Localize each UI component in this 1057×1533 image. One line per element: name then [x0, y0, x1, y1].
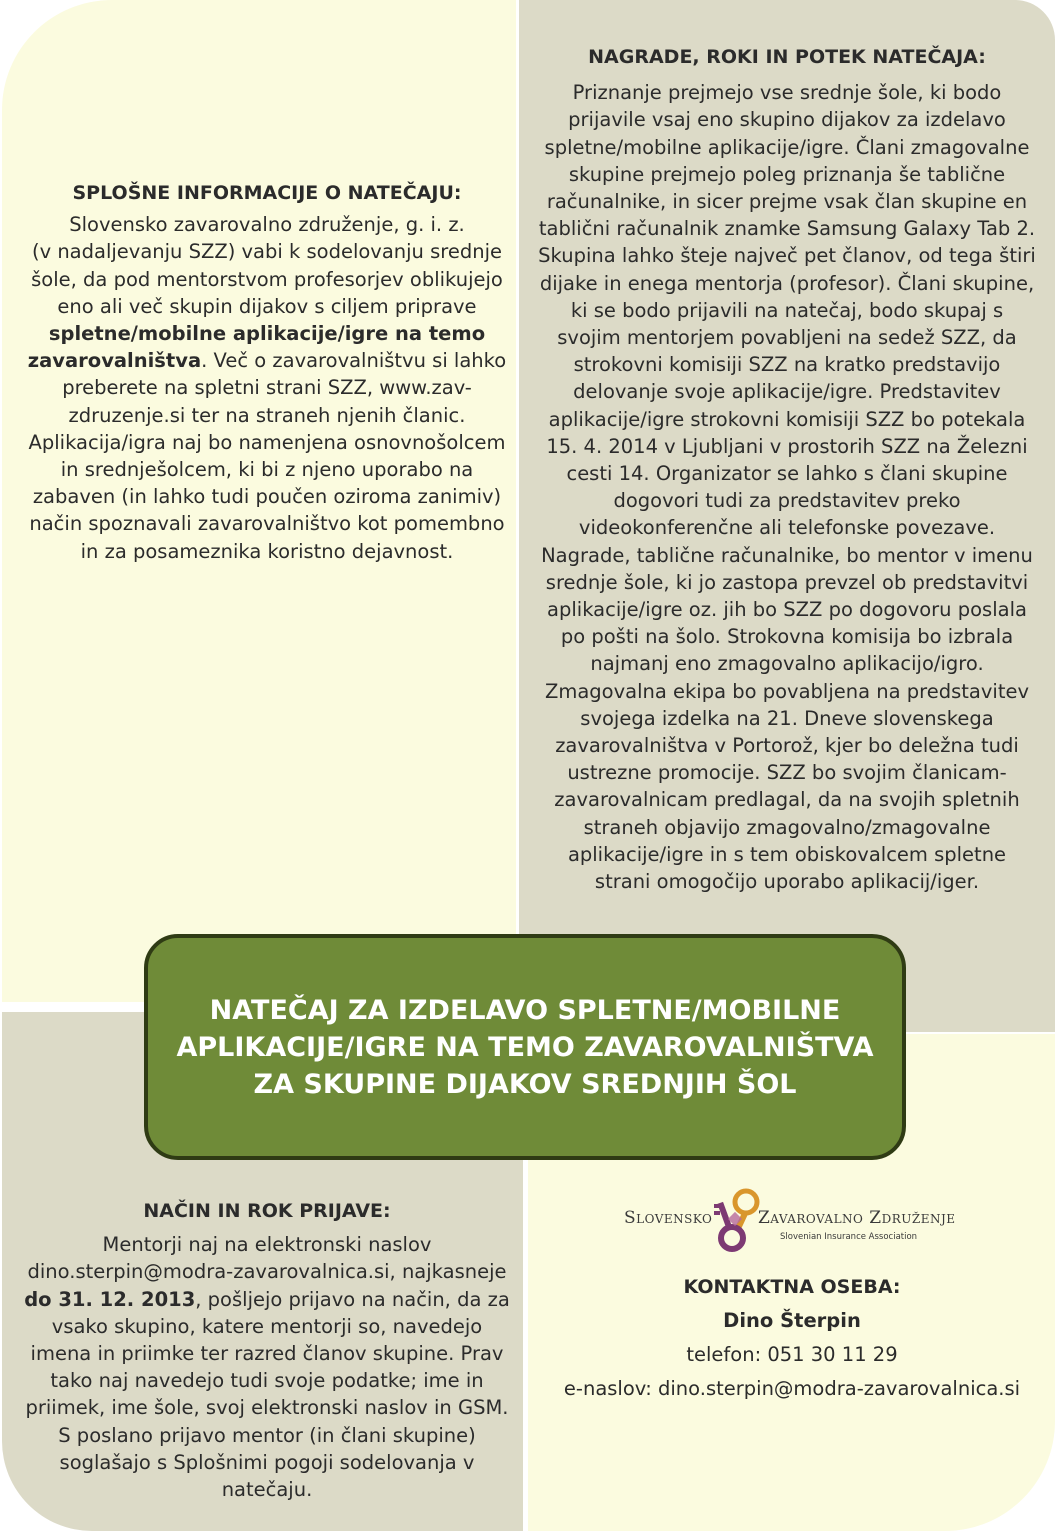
text-line: srednje šole, ki jo zastopa prevzel ob predstavitvi: [545, 570, 1029, 594]
text-line: Skupina lahko šteje največ pet članov, od tega štiri: [538, 244, 1036, 268]
text-line: zavarovalnicam predlagal, da na svojih spletnih: [554, 788, 1020, 812]
text-line: skupine prejmejo poleg priznanja še tablične: [568, 162, 1006, 186]
contact-name: Dino Šterpin: [723, 1309, 861, 1332]
logo-subtitle: Slovenian Insurance Association: [780, 1232, 918, 1242]
text-line: svojega izdelka na 21. Dneve slovenskega: [580, 706, 994, 730]
text-line: ki se bodo prijavili na natečaj, bodo skupaj s: [570, 298, 1004, 322]
general-info-text: [12, 211, 522, 565]
text-line: aplikacije/igre strokovni komisiji SZZ bo potekala: [548, 407, 1026, 431]
text-line: ustrezne promocije. SZZ bo svojim članicam-: [567, 761, 1007, 785]
contact-section: [532, 1276, 1052, 1400]
text-line: do 31. 12. 2013, pošljejo prijavo na način, da za: [24, 1287, 510, 1311]
logo-name-left: Slovensko: [624, 1208, 713, 1228]
logo-name-right: Zavarovalno Združenje: [758, 1208, 956, 1228]
text-line: 15. 4. 2014 v Ljubljani v prostorih SZZ na Železni: [546, 434, 1028, 458]
text-line: dijake in enega mentorja (profesor). Člani skupine,: [539, 271, 1035, 295]
text-line: tablični računalnik znamke Samsung Galaxy Tab 2.: [538, 217, 1036, 241]
awards-heading: NAGRADE, ROKI IN POTEK NATEČAJA:: [588, 46, 986, 68]
application-heading: NAČIN IN ROK PRIJAVE:: [143, 1200, 391, 1222]
text-line: dogovori tudi za predstavitev preko: [613, 489, 961, 513]
general-info-heading: SPLOŠNE INFORMACIJE O NATEČAJU:: [72, 182, 462, 204]
application-text: [12, 1231, 522, 1503]
text-line: zavarovalništva. Več o zavarovalništvu si lahko: [27, 349, 507, 373]
text-line: način spoznavali zavarovalništvo kot pomembno: [29, 512, 505, 536]
text-line: natečaju.: [221, 1478, 313, 1502]
contact-heading: KONTAKTNA OSEBA:: [683, 1276, 901, 1298]
text-line: in srednješolcem, ki bi z njeno uporabo na: [60, 458, 474, 482]
text-line: priimek, ime šole, svoj elektronski naslov in GSM.: [25, 1396, 509, 1420]
awards-text: [526, 79, 1048, 895]
text-line: straneh objavijo zmagovalno/zmagovalne: [583, 815, 991, 839]
contest-banner: [144, 934, 906, 1160]
text-line: eno ali več skupin dijakov s ciljem priprave: [57, 294, 477, 318]
text-line: strani omogočijo uporabo aplikacij/iger.: [594, 870, 980, 894]
text-line: S poslano prijavo mentor (in člani skupine): [58, 1423, 476, 1447]
keys-logo-icon: [706, 1186, 766, 1256]
awards-section: [526, 44, 1048, 895]
text-line: spletne/mobilne aplikacije/igre na temo: [48, 322, 486, 346]
text-line: vsako skupino, katere mentorji so, navedejo: [51, 1314, 483, 1338]
text-line: šole, da pod mentorstvom profesorjev oblikujejo: [31, 267, 503, 291]
text-line: cesti 14. Organizator se lahko s člani skupine: [566, 462, 1008, 486]
text-line: računalnike, in sicer prejme vsak član skupine en: [546, 190, 1028, 214]
text-line: videokonferenčne ali telefonske povezave.: [578, 516, 996, 540]
text-line: Slovensko zavarovalno združenje, g. i. z.: [69, 213, 465, 237]
text-line: Aplikacija/igra naj bo namenjena osnovnošolcem: [28, 430, 506, 454]
text-line: zdruzenje.si ter na straneh njenih članic.: [68, 403, 466, 427]
text-line: Priznanje prejmejo vse srednje šole, ki bodo: [572, 81, 1002, 105]
text-line: soglašajo s Splošnimi pogoji sodelovanja v: [59, 1450, 475, 1474]
szz-logo: [620, 1186, 960, 1258]
contact-email: e-naslov: dino.sterpin@modra-zavarovalnica.si: [563, 1377, 1021, 1400]
text-line: delovanje svoje aplikacije/igre. Predstavitev: [573, 380, 1001, 404]
text-line: Zmagovalna ekipa bo povabljena na predstavitev: [544, 679, 1030, 703]
text-line: in za posameznika koristno dejavnost.: [80, 539, 454, 563]
text-line: strokovni komisiji SZZ na kratko predstavijo: [573, 353, 1001, 377]
text-line: po pošti na šolo. Strokovna komisija bo izbrala: [560, 625, 1014, 649]
text-line: imena in priimke ter razred članov skupine. Prav: [30, 1342, 504, 1366]
text-line: Mentorji naj na elektronski naslov: [102, 1233, 432, 1257]
text-line: aplikacije/igre in s tem obiskovalcem spletne: [567, 842, 1007, 866]
text-line: dino.sterpin@modra-zavarovalnica.si, najkasneje: [27, 1260, 507, 1284]
text-line: prijavile vsaj eno skupino dijakov za izdelavo: [568, 108, 1006, 132]
text-line: najmanj eno zmagovalno aplikacijo/igro.: [590, 652, 984, 676]
text-line: (v nadaljevanju SZZ) vabi k sodelovanju srednje: [31, 240, 503, 264]
text-line: zavarovalništva v Portorož, kjer bo deležna tudi: [555, 734, 1019, 758]
contest-title: NATEČAJ ZA IZDELAVO SPLETNE/MOBILNE APLIKACIJE/IGRE NA TEMO ZAVAROVALNIŠTVA ZA SKUPINE DIJAKOV SREDNJIH ŠOL: [176, 994, 874, 1100]
text-line: spletne/mobilne aplikacije/igre. Člani zmagovalne: [544, 135, 1030, 159]
text-line: preberete na spletni strani SZZ, www.zav-: [62, 376, 472, 400]
application-section: [12, 1198, 522, 1503]
general-info-section: [12, 180, 522, 565]
text-line: svojim mentorjem povabljeni na sedež SZZ, da: [557, 326, 1017, 350]
text-line: tako naj navedejo tudi svoje podatke; ime in: [50, 1369, 484, 1393]
contact-phone: telefon: 051 30 11 29: [686, 1343, 898, 1366]
text-line: Nagrade, tablične računalnike, bo mentor v imenu: [541, 543, 1033, 567]
text-line: zabaven (in lahko tudi poučen oziroma zanimiv): [32, 485, 502, 509]
text-line: aplikacije/igre oz. jih bo SZZ po dogovoru poslala: [547, 598, 1027, 622]
